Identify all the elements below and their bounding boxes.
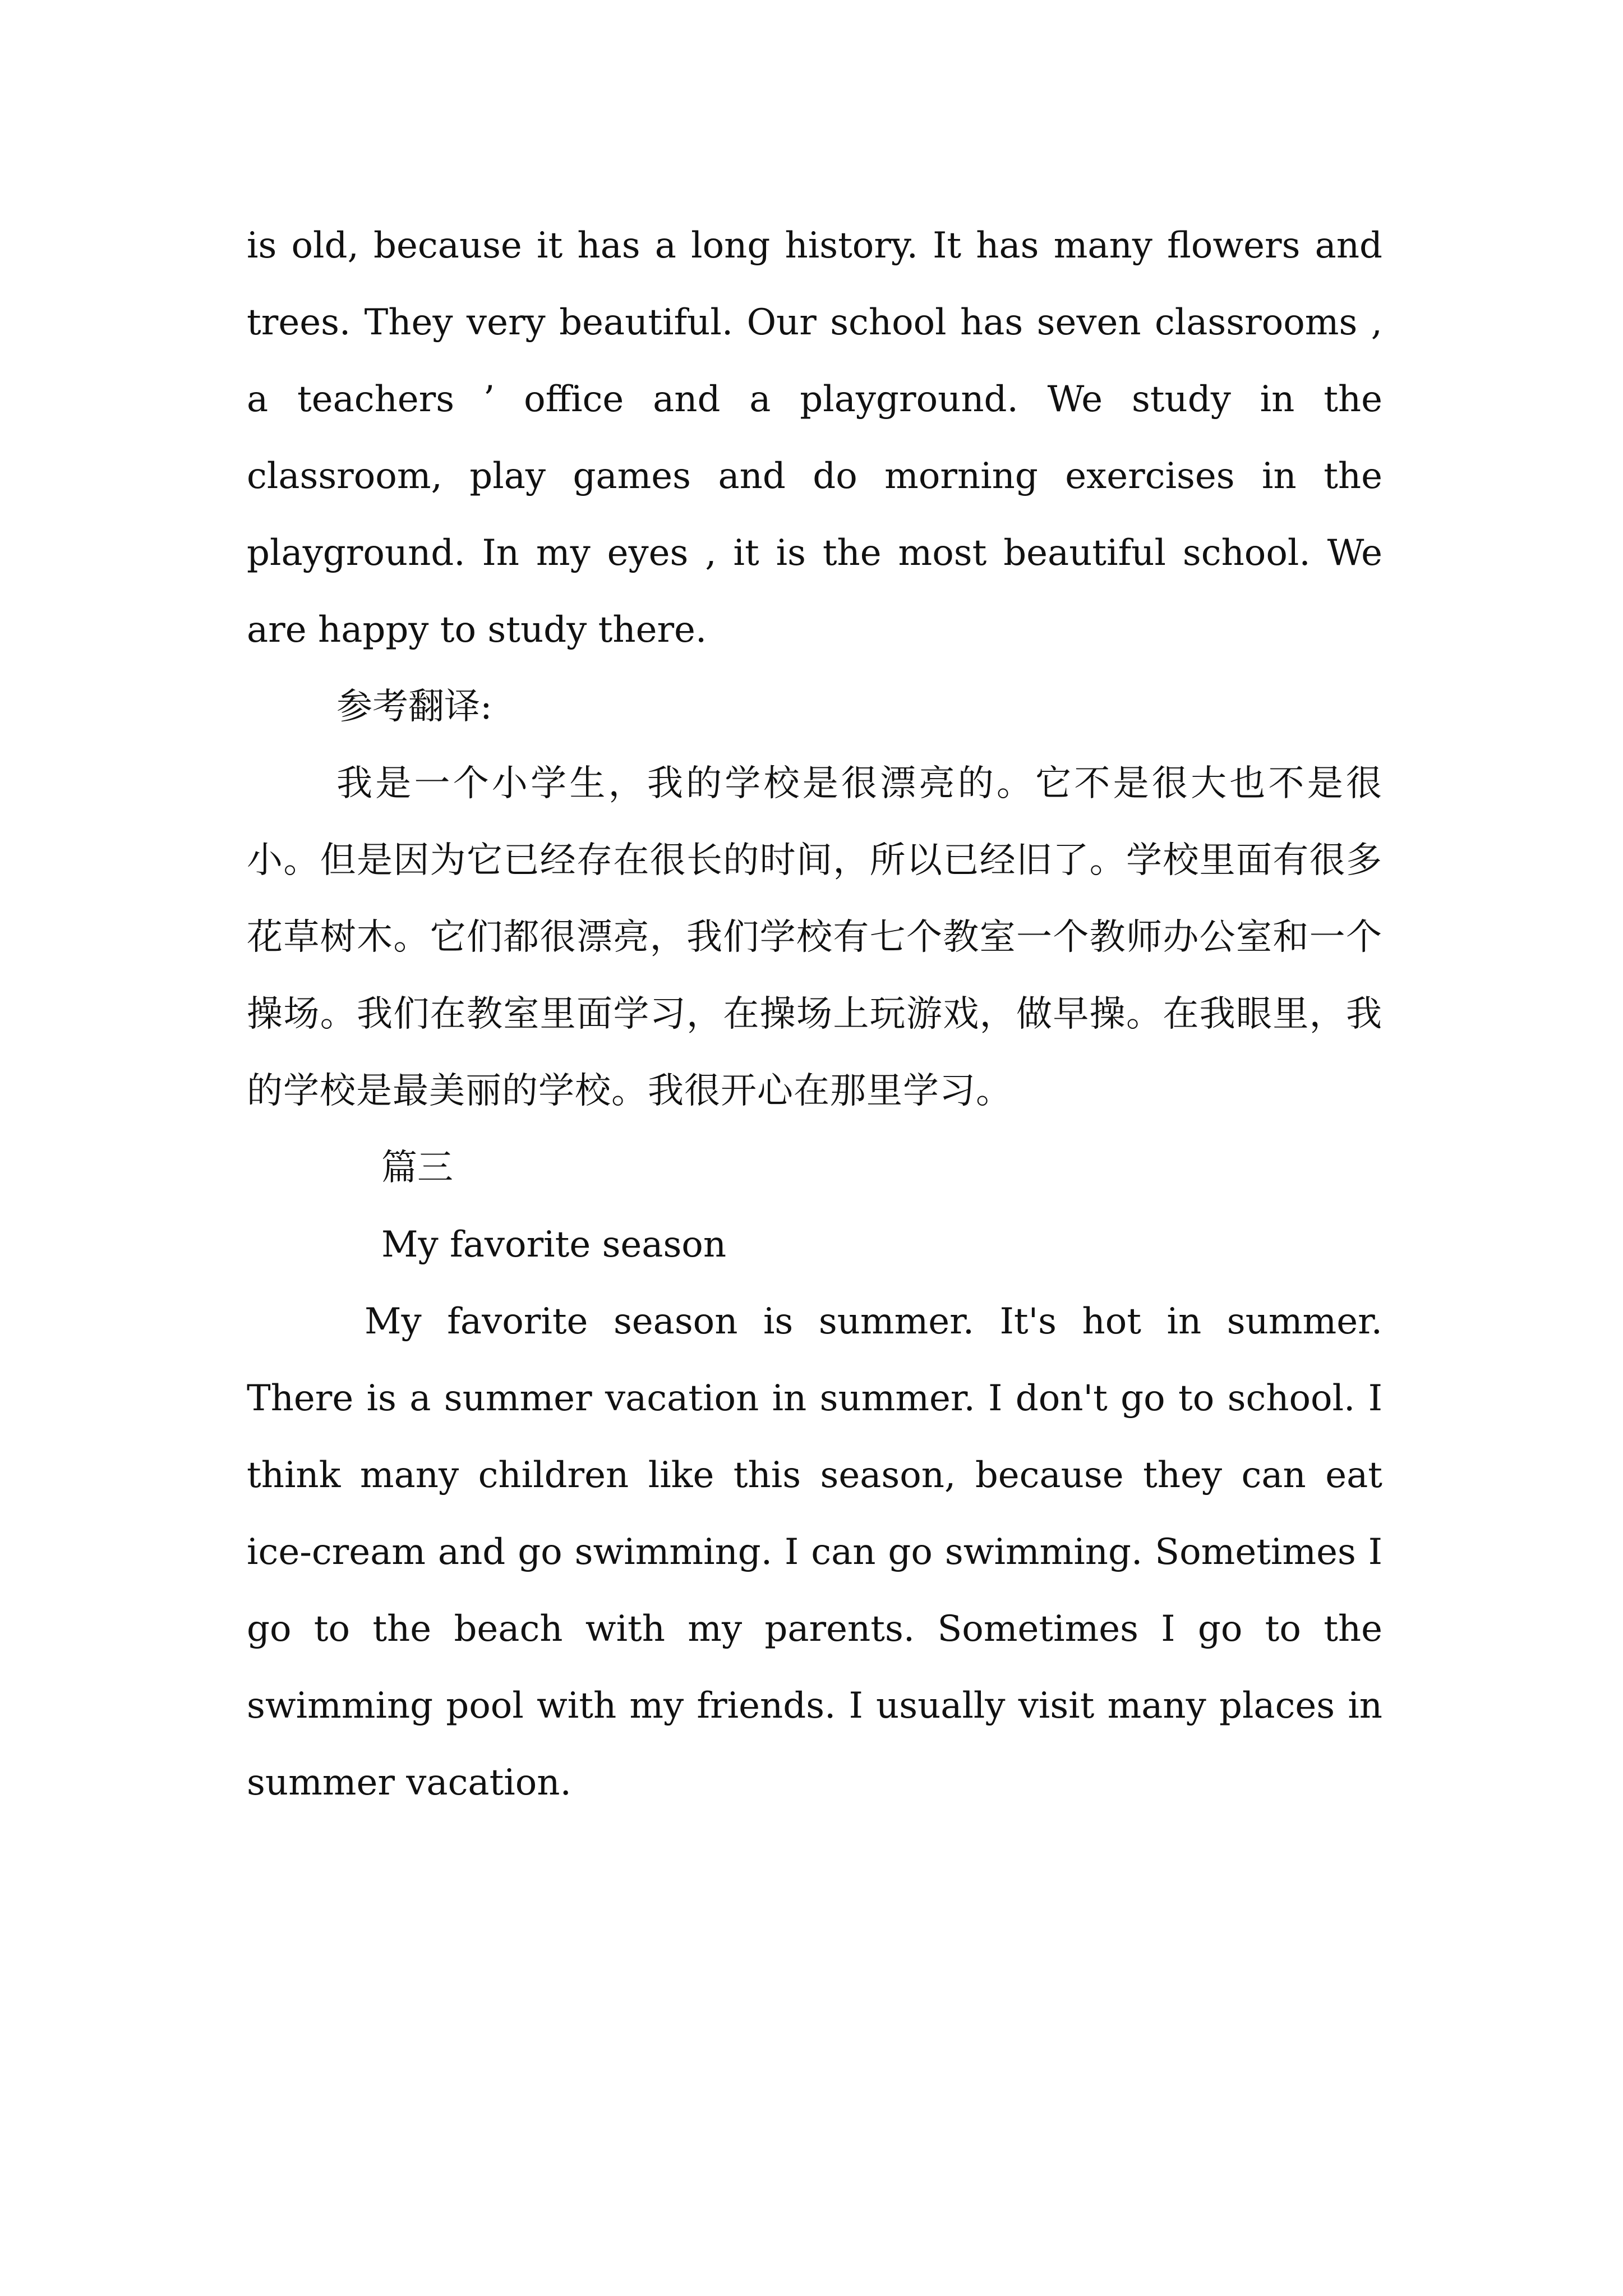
translation-label: 参考翻译: [336,686,492,728]
section-three-label: 篇三 [381,1147,453,1189]
section-three-title: My favorite season [381,1224,727,1266]
translation-paragraph: 我是一个小学生，我的学校是很漂亮的。它不是很大也不是很小。但是因为它已经存在很长的时间，所以已经旧了。学校里面有很多花草树木。它们都很漂亮，我们学校有七个教室一个教师办公室和一个操场。我们在教室里面学习，在操场上玩游戏，做早操。在我眼里，我的学校是最美丽的学校。我很开心在那里学习。 [247,763,1382,1112]
passage-two-english-ending: is old, because it has a long history. It has many flowers and trees. They very beautiful. Our school has seven classrooms , a teachers ’ office and a playground. We study in the classroom, play games and do morning exercises in the playground. In my eyes , it is the most beautiful school. We are happy to study there. [247,225,1382,651]
document-page [247,208,1382,1821]
section-three-body: My favorite season is summer. It's hot in summer. There is a summer vacation in summer. I don't go to school. I think many children like this season, because they can eat ice-cream and go swimming. I can go swimming. Sometimes I go to the beach with my parents. Sometimes I go to the swimming pool with my friends. I usually visit many places in summer vacation. [247,1301,1382,1803]
